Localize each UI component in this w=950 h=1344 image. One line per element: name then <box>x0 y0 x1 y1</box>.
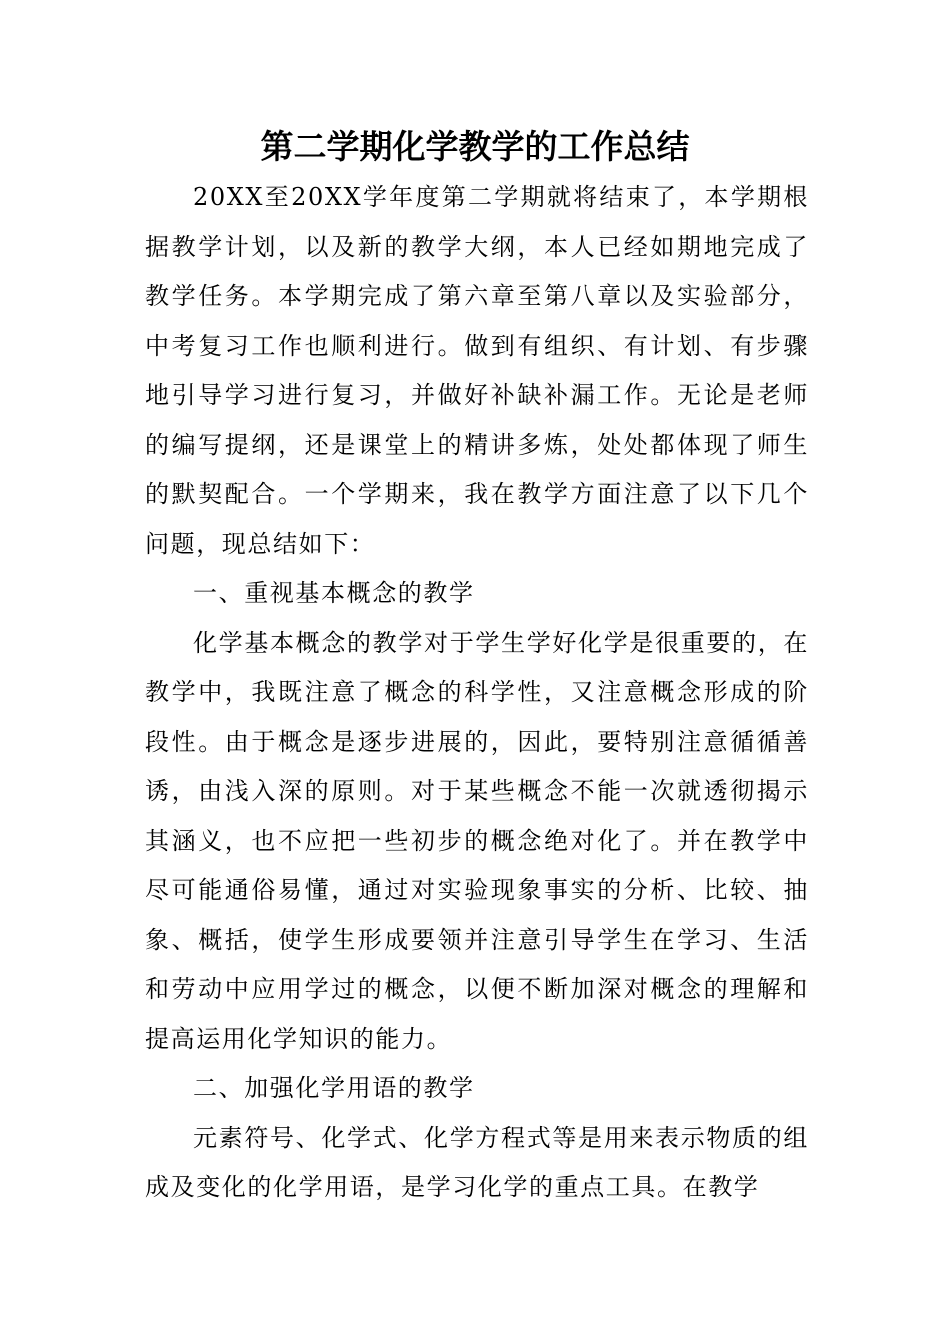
document-body <box>145 173 809 1213</box>
section-heading-1: 一、重视基本概念的教学 <box>193 579 475 607</box>
intro-paragraph: 20XX至20XX学年度第二学期就将结束了，本学期根据教学计划，以及新的教学大纲，本人已经如期地完成了教学任务。本学期完成了第六章至第八章以及实验部分，中考复习工作也顺利进行。做到有组织、有计划、有步骤地引导学习进行复习，并做好补缺补漏工作。无论是老师的编写提纲，还是课堂上的精讲多炼，处处都体现了师生的默契配合。一个学期来，我在教学方面注意了以下几个问题，现总结如下： <box>145 183 809 558</box>
document-title: 第二学期化学教学的工作总结 <box>260 127 690 166</box>
section-1-paragraph: 化学基本概念的教学对于学生学好化学是很重要的，在教学中，我既注意了概念的科学性，又注意概念形成的阶段性。由于概念是逐步进展的，因此，要特别注意循循善诱，由浅入深的原则。对于某些概念不能一次就透彻揭示其涵义，也不应把一些初步的概念绝对化了。并在教学中尽可能通俗易懂，通过对实验现象事实的分析、比较、抽象、概括，使学生形成要领并注意引导学生在学习、生活和劳动中应用学过的概念，以便不断加深对概念的理解和提高运用化学知识的能力。 <box>145 628 809 1053</box>
section-heading-2: 二、加强化学用语的教学 <box>193 1074 475 1102</box>
section-2-paragraph: 元素符号、化学式、化学方程式等是用来表示物质的组成及变化的化学用语，是学习化学的重点工具。在教学 <box>145 1123 809 1201</box>
